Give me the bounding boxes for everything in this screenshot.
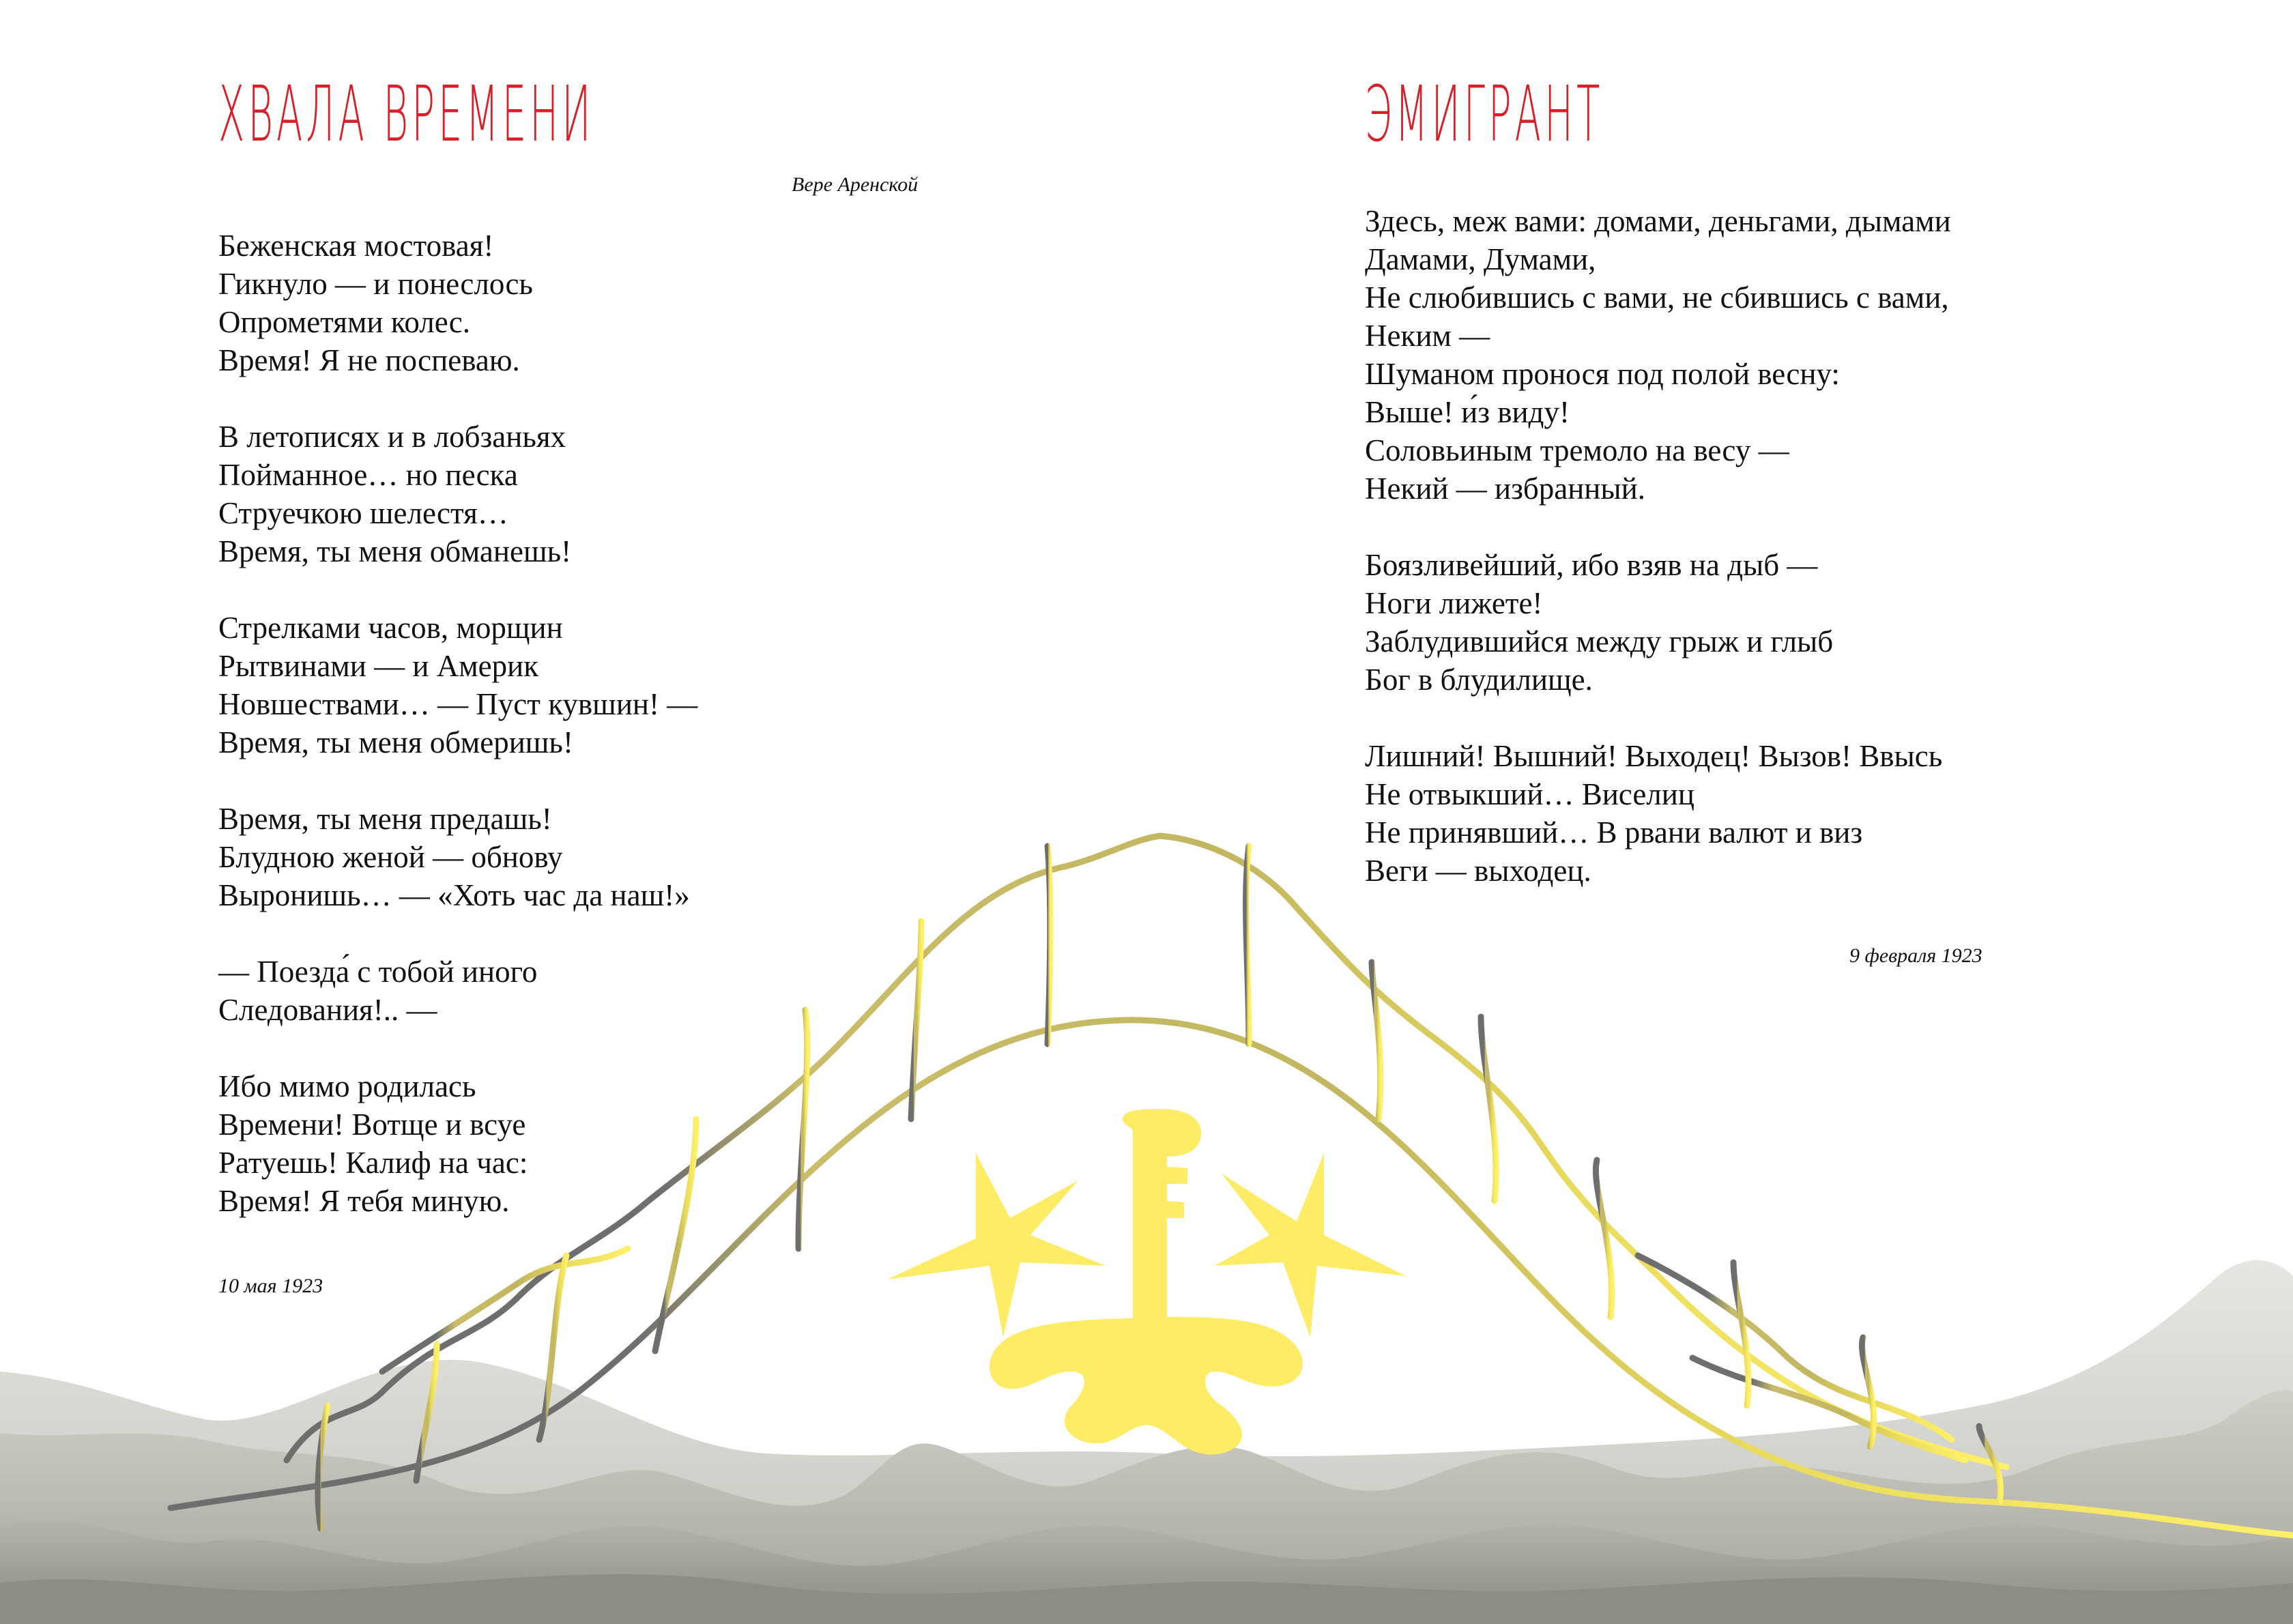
poem-line: Время, ты меня предашь! <box>218 802 552 836</box>
poem-line: Блудною женой — обнову <box>218 840 563 874</box>
stanza <box>1365 546 1951 699</box>
poem-line: Выше! и́з виду! <box>1365 395 1570 429</box>
poem-line: Заблудившийся между грыж и глыб <box>1365 624 1834 658</box>
right-poem-date: 9 февраля 1923 <box>1849 944 1982 967</box>
poem-line: Новшествами… — Пуст кувшин! — <box>218 687 698 721</box>
poem-line: Дамами, Думами, <box>1365 242 1596 276</box>
poem-line: Выронишь… — «Хоть час да наш!» <box>218 878 690 912</box>
poem-line: Ратуешь! Калиф на час: <box>218 1146 528 1180</box>
poem-line: Соловьиным тремоло на весу — <box>1365 433 1789 467</box>
poem-line: Здесь, меж вами: домами, деньгами, дымами <box>1365 204 1951 238</box>
poem-line: Ноги лижете! <box>1365 586 1543 620</box>
poem-line: Лишний! Вышний! Выходец! Вызов! Ввысь <box>1365 739 1943 773</box>
poem-line: Время, ты меня обмеришь! <box>218 725 573 759</box>
poem-line: — Поезда́ с тобой иного <box>218 955 538 989</box>
poem-line: В летописях и в лобзаньях <box>218 420 566 454</box>
left-poem-body <box>218 227 697 1258</box>
poem-line: Не принявший… В рвани валют и виз <box>1365 815 1863 850</box>
star-left <box>887 1153 1106 1337</box>
poem-line: Бог в блудилище. <box>1365 663 1593 697</box>
key-emblem <box>887 1109 1406 1455</box>
stanza <box>218 418 697 570</box>
star-right <box>1215 1153 1406 1337</box>
poem-line: Ибо мимо родилась <box>218 1069 476 1103</box>
poem-line: Некий — избранный. <box>1365 472 1645 506</box>
poem-line: Следования!.. — <box>218 993 437 1027</box>
poem-line: Неким — <box>1365 319 1490 353</box>
poem-line: Гикнуло — и понеслось <box>218 267 533 301</box>
stanza <box>218 227 697 379</box>
poem-line: Беженская мостовая! <box>218 229 494 263</box>
stanza <box>218 953 697 1029</box>
right-poem-body <box>1365 202 1951 928</box>
stanza <box>218 800 697 914</box>
left-poem-dedication: Вере Аренской <box>792 173 919 196</box>
poem-line: Время! Я тебя миную. <box>218 1184 510 1218</box>
poem-line: Время, ты меня обманешь! <box>218 534 572 568</box>
poem-line: Опрометями колес. <box>218 305 471 339</box>
poem-line: Шуманом пронося под полой весну: <box>1365 357 1840 391</box>
poem-line: Струечкою шелестя… <box>218 496 508 530</box>
stanza <box>1365 737 1951 890</box>
right-poem-title: ЭМИГРАНТ <box>1365 70 1604 159</box>
left-poem-title: ХВАЛА ВРЕМЕНИ <box>218 70 594 159</box>
poem-line: Время! Я не поспеваю. <box>218 343 520 377</box>
poem-line: Не отвыкший… Виселиц <box>1365 777 1694 811</box>
poem-line: Веги — выходец. <box>1365 854 1591 888</box>
poem-line: Боязливейший, ибо взяв на дыб — <box>1365 548 1818 582</box>
left-poem-date: 10 мая 1923 <box>218 1275 323 1297</box>
poem-line: Стрелками часов, морщин <box>218 611 563 645</box>
poem-line: Пойманное… но песка <box>218 458 518 492</box>
stanza <box>218 1067 697 1220</box>
poem-line: Рытвинами — и Америк <box>218 649 539 683</box>
stanza <box>218 609 697 762</box>
poem-line: Не слюбившись с вами, не сбившись с вами, <box>1365 280 1949 315</box>
stanza <box>1365 202 1951 508</box>
poem-line: Времени! Вотще и всуе <box>218 1107 526 1142</box>
